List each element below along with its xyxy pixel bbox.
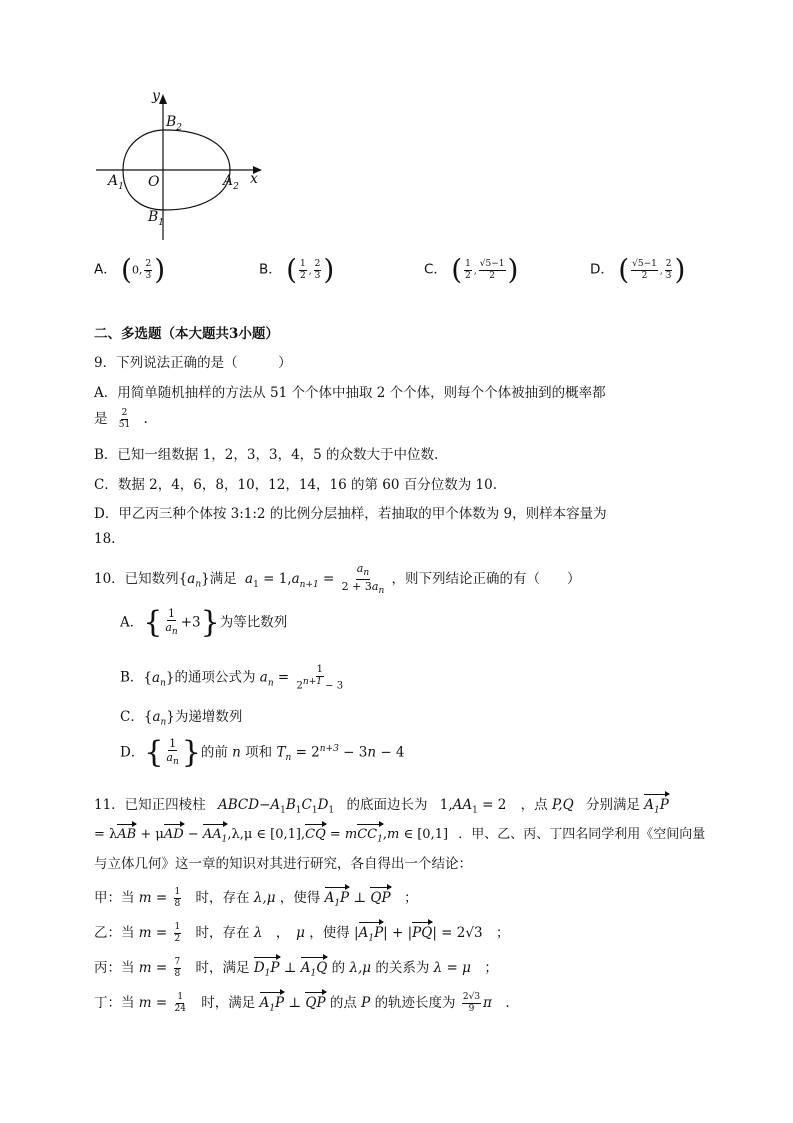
y-axis-label: y (152, 88, 160, 104)
a2-label: $A_2$ (223, 173, 239, 192)
origin-label: O (148, 174, 160, 190)
q10-option-a: A．{ $\frac{1}{a_n}$ +3}为等比数列 (120, 605, 288, 640)
q8-option-d: D． ( $\frac{√5-1}{2}$ , $\frac{2}{3}$ ) (590, 253, 686, 286)
q10-option-c: C．$\{a_n\}$为递增数列 (120, 709, 243, 728)
section-heading: 二、多选题（本大题共3小题） (94, 326, 279, 342)
q8-option-a: A． (0, $\frac{2}{3}$ ) (94, 253, 166, 286)
q9-option-a-line2: 是 $\frac{2}{51}$ . (94, 408, 148, 430)
q11-jia: 甲：当 m = $\frac{1}{8}$ 时，存在 λ,μ ，使得 $A_1P$ ⊥ QP ； (94, 887, 418, 909)
b2-label: $B_2$ (166, 114, 183, 133)
q11-ding: 丁：当 m = $\frac{1}{24}$ 时，满足 $A_1P$ ⊥ QP 的点 P 的轨迹长度为 $\frac{2√3}{9}$ π . (94, 992, 510, 1014)
q9-option-d-line1: D．甲乙丙三种个体按 3:1:2 的比例分层抽样，若抽取的甲个体数为 9，则样本容量为 (94, 506, 607, 522)
q9-option-a-line1: A．用简单随机抽样的方法从 51 个个体中抽取 2 个个体，则每个个体被抽到的概率都 (94, 385, 606, 401)
q11-yi: 乙：当 m = $\frac{1}{2}$ 时，存在 λ ， μ ，使得 $|A_1P| + |PQ| = 2√3$ ； (94, 922, 510, 944)
q8-option-b: B． ( $\frac{1}{2}$ , $\frac{2}{3}$ ) (259, 253, 335, 286)
q11-line3: 与立体几何》这一章的知识对其进行研究，各自得出一个结论： (94, 856, 472, 872)
x-axis-label: x (250, 171, 258, 187)
q11-line1: 11．已知正四棱柱 $ABCD-A_1B_1C_1D_1$ 的底面边长为 $1,AA_1 = 2$ ，点 P,Q 分别满足 $A_1P$ (94, 797, 669, 816)
ellipse-figure (90, 88, 270, 248)
q9-option-c: C．数据 2，4，6，8，10，12，14，16 的第 60 百分位数为 10. (94, 477, 498, 493)
q10-stem: 10．已知数列$\{a_n\}$满足 $a_1 = 1,a_{n+1}$ = $\frac{a_n}{2 + 3a_n}$ ，则下列结论正确的有（ ） (94, 562, 581, 597)
q9-option-b: B．已知一组数据 1，2，3，3，4，5 的众数大于中位数. (94, 447, 439, 463)
q8-option-c: C． ( $\frac{1}{2}$ , $\frac{√5-1}{2}$ ) (424, 253, 519, 286)
q10-option-d: D．{ $\frac{1}{a_n}$ }的前 n 项和 $T_n = 2^{n+3} - 3n - 4$ (120, 735, 405, 770)
q11-line2: = $\lambda AB + \mu AD - AA_1,\lambda,\mu$ ∈ [0,1],CQ = mCC$_1$,m ∈ [0,1] ．甲、乙、丙、丁四名同学利用《空间向量 (94, 827, 706, 845)
q10-option-b: B．$\{a_n\}$的通项公式为 $a_n$ = $\frac{1}{2n+1 - 3}$ (120, 664, 344, 692)
b1-label: $B_1$ (148, 209, 165, 228)
q9-option-d-line2: 18. (94, 531, 116, 547)
a1-label: $A_1$ (108, 173, 124, 192)
q9-stem: 9．下列说法正确的是（ ） (94, 355, 292, 371)
q11-bing: 丙：当 m = $\frac{7}{8}$ 时，满足 $D_1P$ ⊥ $A_1Q$ 的 λ,μ 的关系为 λ = μ ； (94, 957, 498, 979)
